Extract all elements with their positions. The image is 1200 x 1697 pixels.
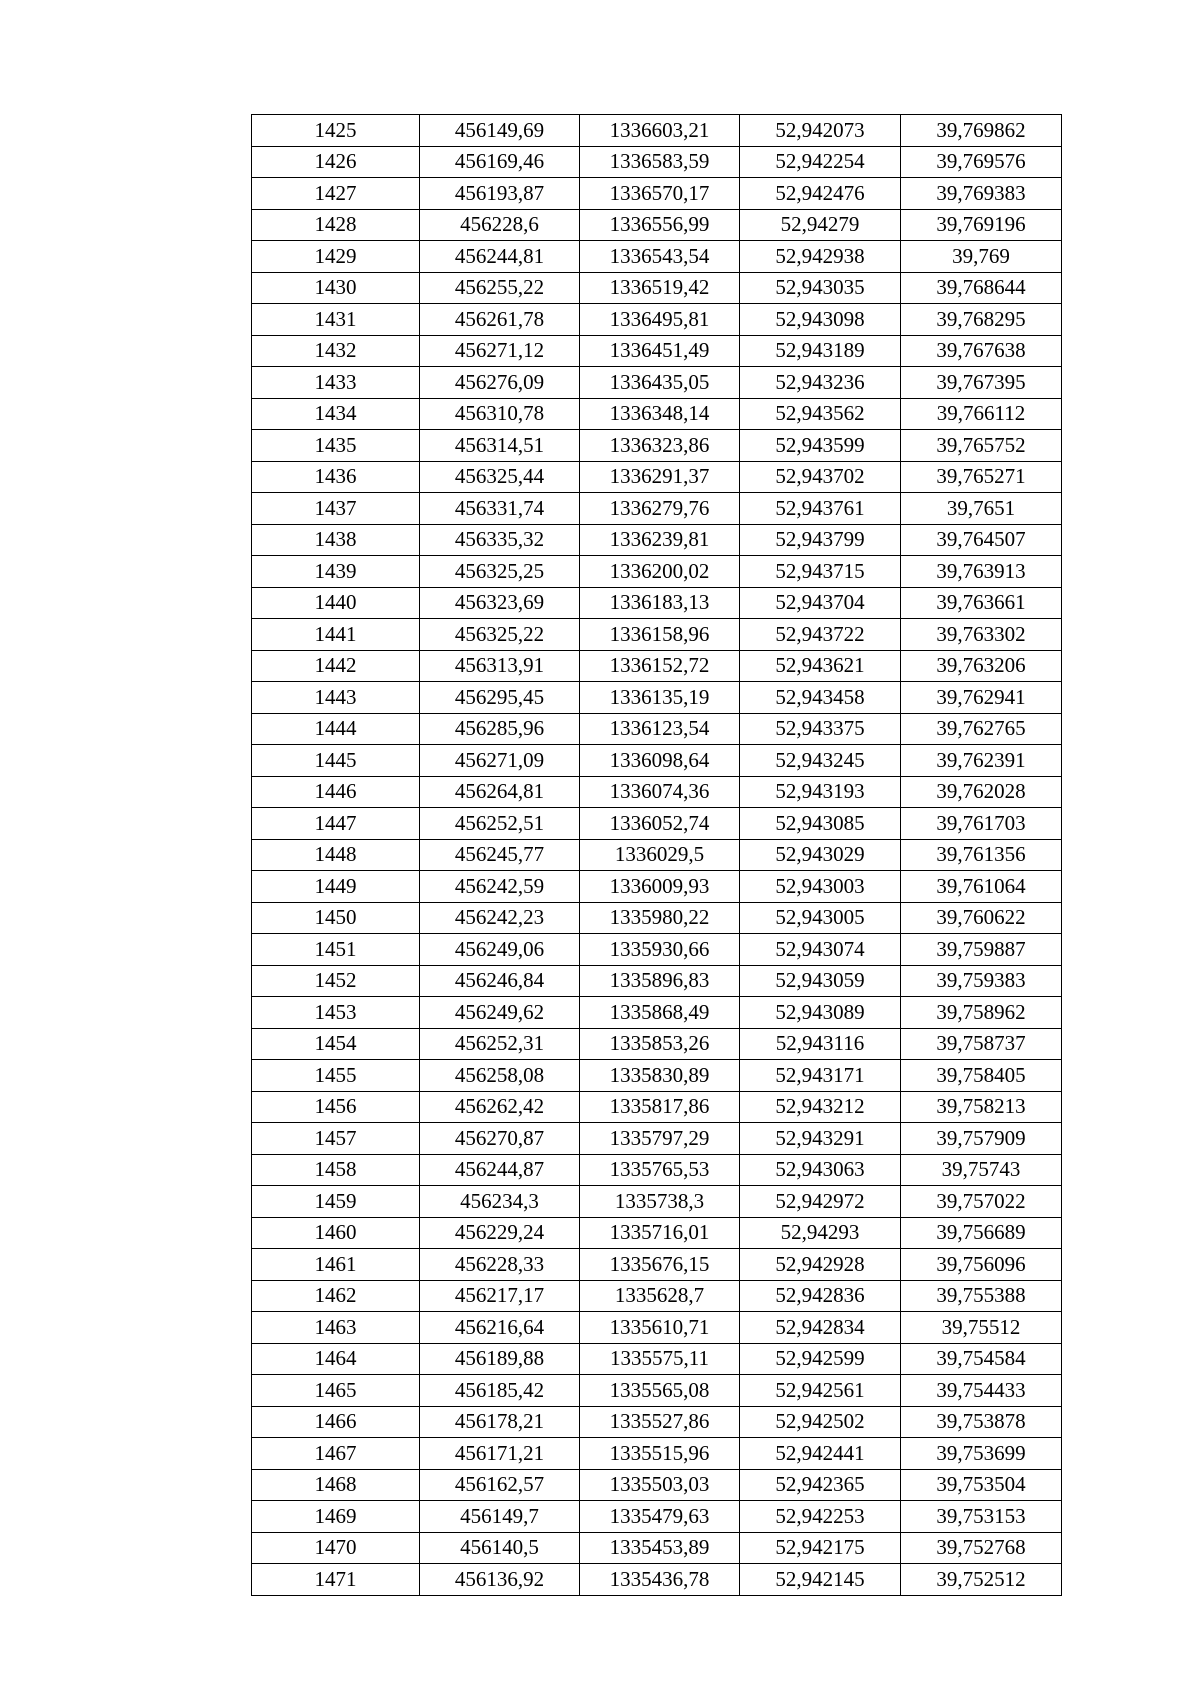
x-coordinate-cell: 456228,6 (420, 209, 580, 241)
table-row (252, 1217, 1062, 1249)
coordinates-table-body (252, 115, 1062, 1596)
point-number-cell: 1426 (252, 146, 420, 178)
latitude-cell: 52,942836 (740, 1280, 901, 1312)
latitude-cell: 52,942365 (740, 1469, 901, 1501)
y-coordinate-cell: 1336603,21 (580, 115, 740, 147)
x-coordinate-cell: 456285,96 (420, 713, 580, 745)
table-row (252, 839, 1062, 871)
table-row (252, 1406, 1062, 1438)
table-row (252, 556, 1062, 588)
latitude-cell: 52,943291 (740, 1123, 901, 1155)
latitude-cell: 52,943245 (740, 745, 901, 777)
table-row (252, 1249, 1062, 1281)
y-coordinate-cell: 1336570,17 (580, 178, 740, 210)
table-row (252, 146, 1062, 178)
x-coordinate-cell: 456244,81 (420, 241, 580, 273)
point-number-cell: 1434 (252, 398, 420, 430)
table-row (252, 367, 1062, 399)
longitude-cell: 39,756096 (901, 1249, 1062, 1281)
x-coordinate-cell: 456261,78 (420, 304, 580, 336)
y-coordinate-cell: 1335436,78 (580, 1564, 740, 1596)
table-row (252, 241, 1062, 273)
point-number-cell: 1457 (252, 1123, 420, 1155)
x-coordinate-cell: 456335,32 (420, 524, 580, 556)
y-coordinate-cell: 1335930,66 (580, 934, 740, 966)
x-coordinate-cell: 456264,81 (420, 776, 580, 808)
y-coordinate-cell: 1336495,81 (580, 304, 740, 336)
x-coordinate-cell: 456234,3 (420, 1186, 580, 1218)
table-row (252, 1438, 1062, 1470)
point-number-cell: 1442 (252, 650, 420, 682)
y-coordinate-cell: 1335453,89 (580, 1532, 740, 1564)
table-row (252, 1532, 1062, 1564)
point-number-cell: 1441 (252, 619, 420, 651)
table-row (252, 1060, 1062, 1092)
point-number-cell: 1425 (252, 115, 420, 147)
latitude-cell: 52,942073 (740, 115, 901, 147)
longitude-cell: 39,759383 (901, 965, 1062, 997)
table-row (252, 808, 1062, 840)
table-row (252, 115, 1062, 147)
table-row (252, 398, 1062, 430)
point-number-cell: 1458 (252, 1154, 420, 1186)
longitude-cell: 39,769196 (901, 209, 1062, 241)
table-row (252, 209, 1062, 241)
x-coordinate-cell: 456242,59 (420, 871, 580, 903)
x-coordinate-cell: 456185,42 (420, 1375, 580, 1407)
y-coordinate-cell: 1335676,15 (580, 1249, 740, 1281)
point-number-cell: 1438 (252, 524, 420, 556)
y-coordinate-cell: 1335479,63 (580, 1501, 740, 1533)
y-coordinate-cell: 1335515,96 (580, 1438, 740, 1470)
table-row (252, 1375, 1062, 1407)
y-coordinate-cell: 1336348,14 (580, 398, 740, 430)
latitude-cell: 52,943562 (740, 398, 901, 430)
x-coordinate-cell: 456313,91 (420, 650, 580, 682)
latitude-cell: 52,943059 (740, 965, 901, 997)
latitude-cell: 52,943035 (740, 272, 901, 304)
x-coordinate-cell: 456244,87 (420, 1154, 580, 1186)
table-row (252, 713, 1062, 745)
y-coordinate-cell: 1336152,72 (580, 650, 740, 682)
point-number-cell: 1445 (252, 745, 420, 777)
latitude-cell: 52,94279 (740, 209, 901, 241)
longitude-cell: 39,768644 (901, 272, 1062, 304)
longitude-cell: 39,753504 (901, 1469, 1062, 1501)
x-coordinate-cell: 456258,08 (420, 1060, 580, 1092)
table-row (252, 587, 1062, 619)
y-coordinate-cell: 1336291,37 (580, 461, 740, 493)
x-coordinate-cell: 456252,31 (420, 1028, 580, 1060)
point-number-cell: 1448 (252, 839, 420, 871)
y-coordinate-cell: 1335738,3 (580, 1186, 740, 1218)
table-row (252, 902, 1062, 934)
longitude-cell: 39,757909 (901, 1123, 1062, 1155)
table-row (252, 1343, 1062, 1375)
longitude-cell: 39,763206 (901, 650, 1062, 682)
latitude-cell: 52,943599 (740, 430, 901, 462)
latitude-cell: 52,943189 (740, 335, 901, 367)
y-coordinate-cell: 1335868,49 (580, 997, 740, 1029)
y-coordinate-cell: 1336556,99 (580, 209, 740, 241)
point-number-cell: 1449 (252, 871, 420, 903)
y-coordinate-cell: 1335565,08 (580, 1375, 740, 1407)
longitude-cell: 39,766112 (901, 398, 1062, 430)
table-row (252, 934, 1062, 966)
table-row (252, 1312, 1062, 1344)
y-coordinate-cell: 1335830,89 (580, 1060, 740, 1092)
y-coordinate-cell: 1336200,02 (580, 556, 740, 588)
longitude-cell: 39,758962 (901, 997, 1062, 1029)
point-number-cell: 1454 (252, 1028, 420, 1060)
y-coordinate-cell: 1336543,54 (580, 241, 740, 273)
y-coordinate-cell: 1336135,19 (580, 682, 740, 714)
point-number-cell: 1455 (252, 1060, 420, 1092)
x-coordinate-cell: 456249,62 (420, 997, 580, 1029)
latitude-cell: 52,943089 (740, 997, 901, 1029)
table-row (252, 524, 1062, 556)
point-number-cell: 1451 (252, 934, 420, 966)
x-coordinate-cell: 456216,64 (420, 1312, 580, 1344)
table-row (252, 1469, 1062, 1501)
point-number-cell: 1429 (252, 241, 420, 273)
longitude-cell: 39,769576 (901, 146, 1062, 178)
table-row (252, 1123, 1062, 1155)
latitude-cell: 52,943212 (740, 1091, 901, 1123)
table-row (252, 335, 1062, 367)
point-number-cell: 1464 (252, 1343, 420, 1375)
longitude-cell: 39,767395 (901, 367, 1062, 399)
table-row (252, 650, 1062, 682)
y-coordinate-cell: 1335853,26 (580, 1028, 740, 1060)
point-number-cell: 1443 (252, 682, 420, 714)
table-row (252, 1564, 1062, 1596)
x-coordinate-cell: 456325,25 (420, 556, 580, 588)
longitude-cell: 39,75743 (901, 1154, 1062, 1186)
latitude-cell: 52,943074 (740, 934, 901, 966)
y-coordinate-cell: 1335575,11 (580, 1343, 740, 1375)
table-row (252, 1280, 1062, 1312)
longitude-cell: 39,759887 (901, 934, 1062, 966)
table-row (252, 1028, 1062, 1060)
x-coordinate-cell: 456270,87 (420, 1123, 580, 1155)
longitude-cell: 39,765271 (901, 461, 1062, 493)
point-number-cell: 1450 (252, 902, 420, 934)
longitude-cell: 39,762765 (901, 713, 1062, 745)
longitude-cell: 39,757022 (901, 1186, 1062, 1218)
y-coordinate-cell: 1336435,05 (580, 367, 740, 399)
longitude-cell: 39,754433 (901, 1375, 1062, 1407)
longitude-cell: 39,768295 (901, 304, 1062, 336)
y-coordinate-cell: 1336158,96 (580, 619, 740, 651)
point-number-cell: 1440 (252, 587, 420, 619)
longitude-cell: 39,753878 (901, 1406, 1062, 1438)
point-number-cell: 1435 (252, 430, 420, 462)
point-number-cell: 1469 (252, 1501, 420, 1533)
x-coordinate-cell: 456252,51 (420, 808, 580, 840)
coordinates-table (251, 114, 1062, 1596)
x-coordinate-cell: 456169,46 (420, 146, 580, 178)
latitude-cell: 52,942441 (740, 1438, 901, 1470)
longitude-cell: 39,753153 (901, 1501, 1062, 1533)
x-coordinate-cell: 456262,42 (420, 1091, 580, 1123)
point-number-cell: 1461 (252, 1249, 420, 1281)
x-coordinate-cell: 456228,33 (420, 1249, 580, 1281)
latitude-cell: 52,942253 (740, 1501, 901, 1533)
longitude-cell: 39,758737 (901, 1028, 1062, 1060)
latitude-cell: 52,943621 (740, 650, 901, 682)
table-row (252, 965, 1062, 997)
y-coordinate-cell: 1336098,64 (580, 745, 740, 777)
table-row (252, 430, 1062, 462)
point-number-cell: 1466 (252, 1406, 420, 1438)
y-coordinate-cell: 1335765,53 (580, 1154, 740, 1186)
latitude-cell: 52,943375 (740, 713, 901, 745)
table-row (252, 871, 1062, 903)
longitude-cell: 39,761356 (901, 839, 1062, 871)
latitude-cell: 52,943171 (740, 1060, 901, 1092)
point-number-cell: 1470 (252, 1532, 420, 1564)
latitude-cell: 52,943085 (740, 808, 901, 840)
y-coordinate-cell: 1336519,42 (580, 272, 740, 304)
point-number-cell: 1428 (252, 209, 420, 241)
latitude-cell: 52,943098 (740, 304, 901, 336)
y-coordinate-cell: 1336279,76 (580, 493, 740, 525)
latitude-cell: 52,943063 (740, 1154, 901, 1186)
x-coordinate-cell: 456314,51 (420, 430, 580, 462)
x-coordinate-cell: 456136,92 (420, 1564, 580, 1596)
latitude-cell: 52,943005 (740, 902, 901, 934)
table-row (252, 272, 1062, 304)
latitude-cell: 52,942254 (740, 146, 901, 178)
y-coordinate-cell: 1335628,7 (580, 1280, 740, 1312)
longitude-cell: 39,762028 (901, 776, 1062, 808)
point-number-cell: 1460 (252, 1217, 420, 1249)
longitude-cell: 39,755388 (901, 1280, 1062, 1312)
point-number-cell: 1452 (252, 965, 420, 997)
y-coordinate-cell: 1336052,74 (580, 808, 740, 840)
point-number-cell: 1433 (252, 367, 420, 399)
table-row (252, 461, 1062, 493)
latitude-cell: 52,942928 (740, 1249, 901, 1281)
x-coordinate-cell: 456249,06 (420, 934, 580, 966)
x-coordinate-cell: 456149,69 (420, 115, 580, 147)
latitude-cell: 52,943193 (740, 776, 901, 808)
table-row (252, 682, 1062, 714)
latitude-cell: 52,942145 (740, 1564, 901, 1596)
table-row (252, 1186, 1062, 1218)
point-number-cell: 1471 (252, 1564, 420, 1596)
x-coordinate-cell: 456245,77 (420, 839, 580, 871)
point-number-cell: 1453 (252, 997, 420, 1029)
x-coordinate-cell: 456178,21 (420, 1406, 580, 1438)
table-row (252, 493, 1062, 525)
x-coordinate-cell: 456310,78 (420, 398, 580, 430)
table-row (252, 178, 1062, 210)
y-coordinate-cell: 1335980,22 (580, 902, 740, 934)
longitude-cell: 39,753699 (901, 1438, 1062, 1470)
x-coordinate-cell: 456193,87 (420, 178, 580, 210)
point-number-cell: 1431 (252, 304, 420, 336)
point-number-cell: 1456 (252, 1091, 420, 1123)
x-coordinate-cell: 456189,88 (420, 1343, 580, 1375)
latitude-cell: 52,943799 (740, 524, 901, 556)
longitude-cell: 39,763913 (901, 556, 1062, 588)
x-coordinate-cell: 456229,24 (420, 1217, 580, 1249)
longitude-cell: 39,763302 (901, 619, 1062, 651)
y-coordinate-cell: 1335896,83 (580, 965, 740, 997)
point-number-cell: 1462 (252, 1280, 420, 1312)
point-number-cell: 1432 (252, 335, 420, 367)
table-row (252, 1091, 1062, 1123)
y-coordinate-cell: 1335527,86 (580, 1406, 740, 1438)
table-row (252, 304, 1062, 336)
y-coordinate-cell: 1336451,49 (580, 335, 740, 367)
y-coordinate-cell: 1335797,29 (580, 1123, 740, 1155)
latitude-cell: 52,942938 (740, 241, 901, 273)
point-number-cell: 1467 (252, 1438, 420, 1470)
point-number-cell: 1447 (252, 808, 420, 840)
x-coordinate-cell: 456325,22 (420, 619, 580, 651)
latitude-cell: 52,942834 (740, 1312, 901, 1344)
y-coordinate-cell: 1335817,86 (580, 1091, 740, 1123)
point-number-cell: 1427 (252, 178, 420, 210)
x-coordinate-cell: 456325,44 (420, 461, 580, 493)
longitude-cell: 39,769 (901, 241, 1062, 273)
longitude-cell: 39,756689 (901, 1217, 1062, 1249)
x-coordinate-cell: 456242,23 (420, 902, 580, 934)
latitude-cell: 52,942599 (740, 1343, 901, 1375)
latitude-cell: 52,94293 (740, 1217, 901, 1249)
latitude-cell: 52,943003 (740, 871, 901, 903)
point-number-cell: 1465 (252, 1375, 420, 1407)
point-number-cell: 1444 (252, 713, 420, 745)
x-coordinate-cell: 456140,5 (420, 1532, 580, 1564)
point-number-cell: 1439 (252, 556, 420, 588)
x-coordinate-cell: 456276,09 (420, 367, 580, 399)
y-coordinate-cell: 1336029,5 (580, 839, 740, 871)
x-coordinate-cell: 456162,57 (420, 1469, 580, 1501)
x-coordinate-cell: 456255,22 (420, 272, 580, 304)
latitude-cell: 52,943458 (740, 682, 901, 714)
latitude-cell: 52,943761 (740, 493, 901, 525)
point-number-cell: 1436 (252, 461, 420, 493)
latitude-cell: 52,943116 (740, 1028, 901, 1060)
latitude-cell: 52,943715 (740, 556, 901, 588)
table-row (252, 745, 1062, 777)
longitude-cell: 39,7651 (901, 493, 1062, 525)
longitude-cell: 39,769383 (901, 178, 1062, 210)
longitude-cell: 39,762941 (901, 682, 1062, 714)
x-coordinate-cell: 456271,12 (420, 335, 580, 367)
x-coordinate-cell: 456171,21 (420, 1438, 580, 1470)
longitude-cell: 39,752768 (901, 1532, 1062, 1564)
y-coordinate-cell: 1335610,71 (580, 1312, 740, 1344)
longitude-cell: 39,763661 (901, 587, 1062, 619)
table-row (252, 997, 1062, 1029)
latitude-cell: 52,943722 (740, 619, 901, 651)
point-number-cell: 1437 (252, 493, 420, 525)
longitude-cell: 39,764507 (901, 524, 1062, 556)
point-number-cell: 1463 (252, 1312, 420, 1344)
table-row (252, 1501, 1062, 1533)
longitude-cell: 39,758405 (901, 1060, 1062, 1092)
y-coordinate-cell: 1336323,86 (580, 430, 740, 462)
point-number-cell: 1446 (252, 776, 420, 808)
point-number-cell: 1459 (252, 1186, 420, 1218)
x-coordinate-cell: 456217,17 (420, 1280, 580, 1312)
longitude-cell: 39,760622 (901, 902, 1062, 934)
latitude-cell: 52,942972 (740, 1186, 901, 1218)
point-number-cell: 1468 (252, 1469, 420, 1501)
x-coordinate-cell: 456331,74 (420, 493, 580, 525)
longitude-cell: 39,767638 (901, 335, 1062, 367)
latitude-cell: 52,943704 (740, 587, 901, 619)
latitude-cell: 52,942502 (740, 1406, 901, 1438)
longitude-cell: 39,765752 (901, 430, 1062, 462)
longitude-cell: 39,761703 (901, 808, 1062, 840)
table-row (252, 619, 1062, 651)
x-coordinate-cell: 456323,69 (420, 587, 580, 619)
y-coordinate-cell: 1336183,13 (580, 587, 740, 619)
longitude-cell: 39,752512 (901, 1564, 1062, 1596)
y-coordinate-cell: 1336009,93 (580, 871, 740, 903)
y-coordinate-cell: 1335503,03 (580, 1469, 740, 1501)
x-coordinate-cell: 456295,45 (420, 682, 580, 714)
longitude-cell: 39,754584 (901, 1343, 1062, 1375)
y-coordinate-cell: 1336123,54 (580, 713, 740, 745)
point-number-cell: 1430 (252, 272, 420, 304)
y-coordinate-cell: 1336583,59 (580, 146, 740, 178)
table-row (252, 776, 1062, 808)
x-coordinate-cell: 456271,09 (420, 745, 580, 777)
longitude-cell: 39,761064 (901, 871, 1062, 903)
longitude-cell: 39,762391 (901, 745, 1062, 777)
y-coordinate-cell: 1336239,81 (580, 524, 740, 556)
y-coordinate-cell: 1336074,36 (580, 776, 740, 808)
longitude-cell: 39,758213 (901, 1091, 1062, 1123)
longitude-cell: 39,769862 (901, 115, 1062, 147)
latitude-cell: 52,943236 (740, 367, 901, 399)
latitude-cell: 52,942561 (740, 1375, 901, 1407)
y-coordinate-cell: 1335716,01 (580, 1217, 740, 1249)
longitude-cell: 39,75512 (901, 1312, 1062, 1344)
latitude-cell: 52,942175 (740, 1532, 901, 1564)
x-coordinate-cell: 456149,7 (420, 1501, 580, 1533)
latitude-cell: 52,942476 (740, 178, 901, 210)
x-coordinate-cell: 456246,84 (420, 965, 580, 997)
table-row (252, 1154, 1062, 1186)
latitude-cell: 52,943029 (740, 839, 901, 871)
latitude-cell: 52,943702 (740, 461, 901, 493)
